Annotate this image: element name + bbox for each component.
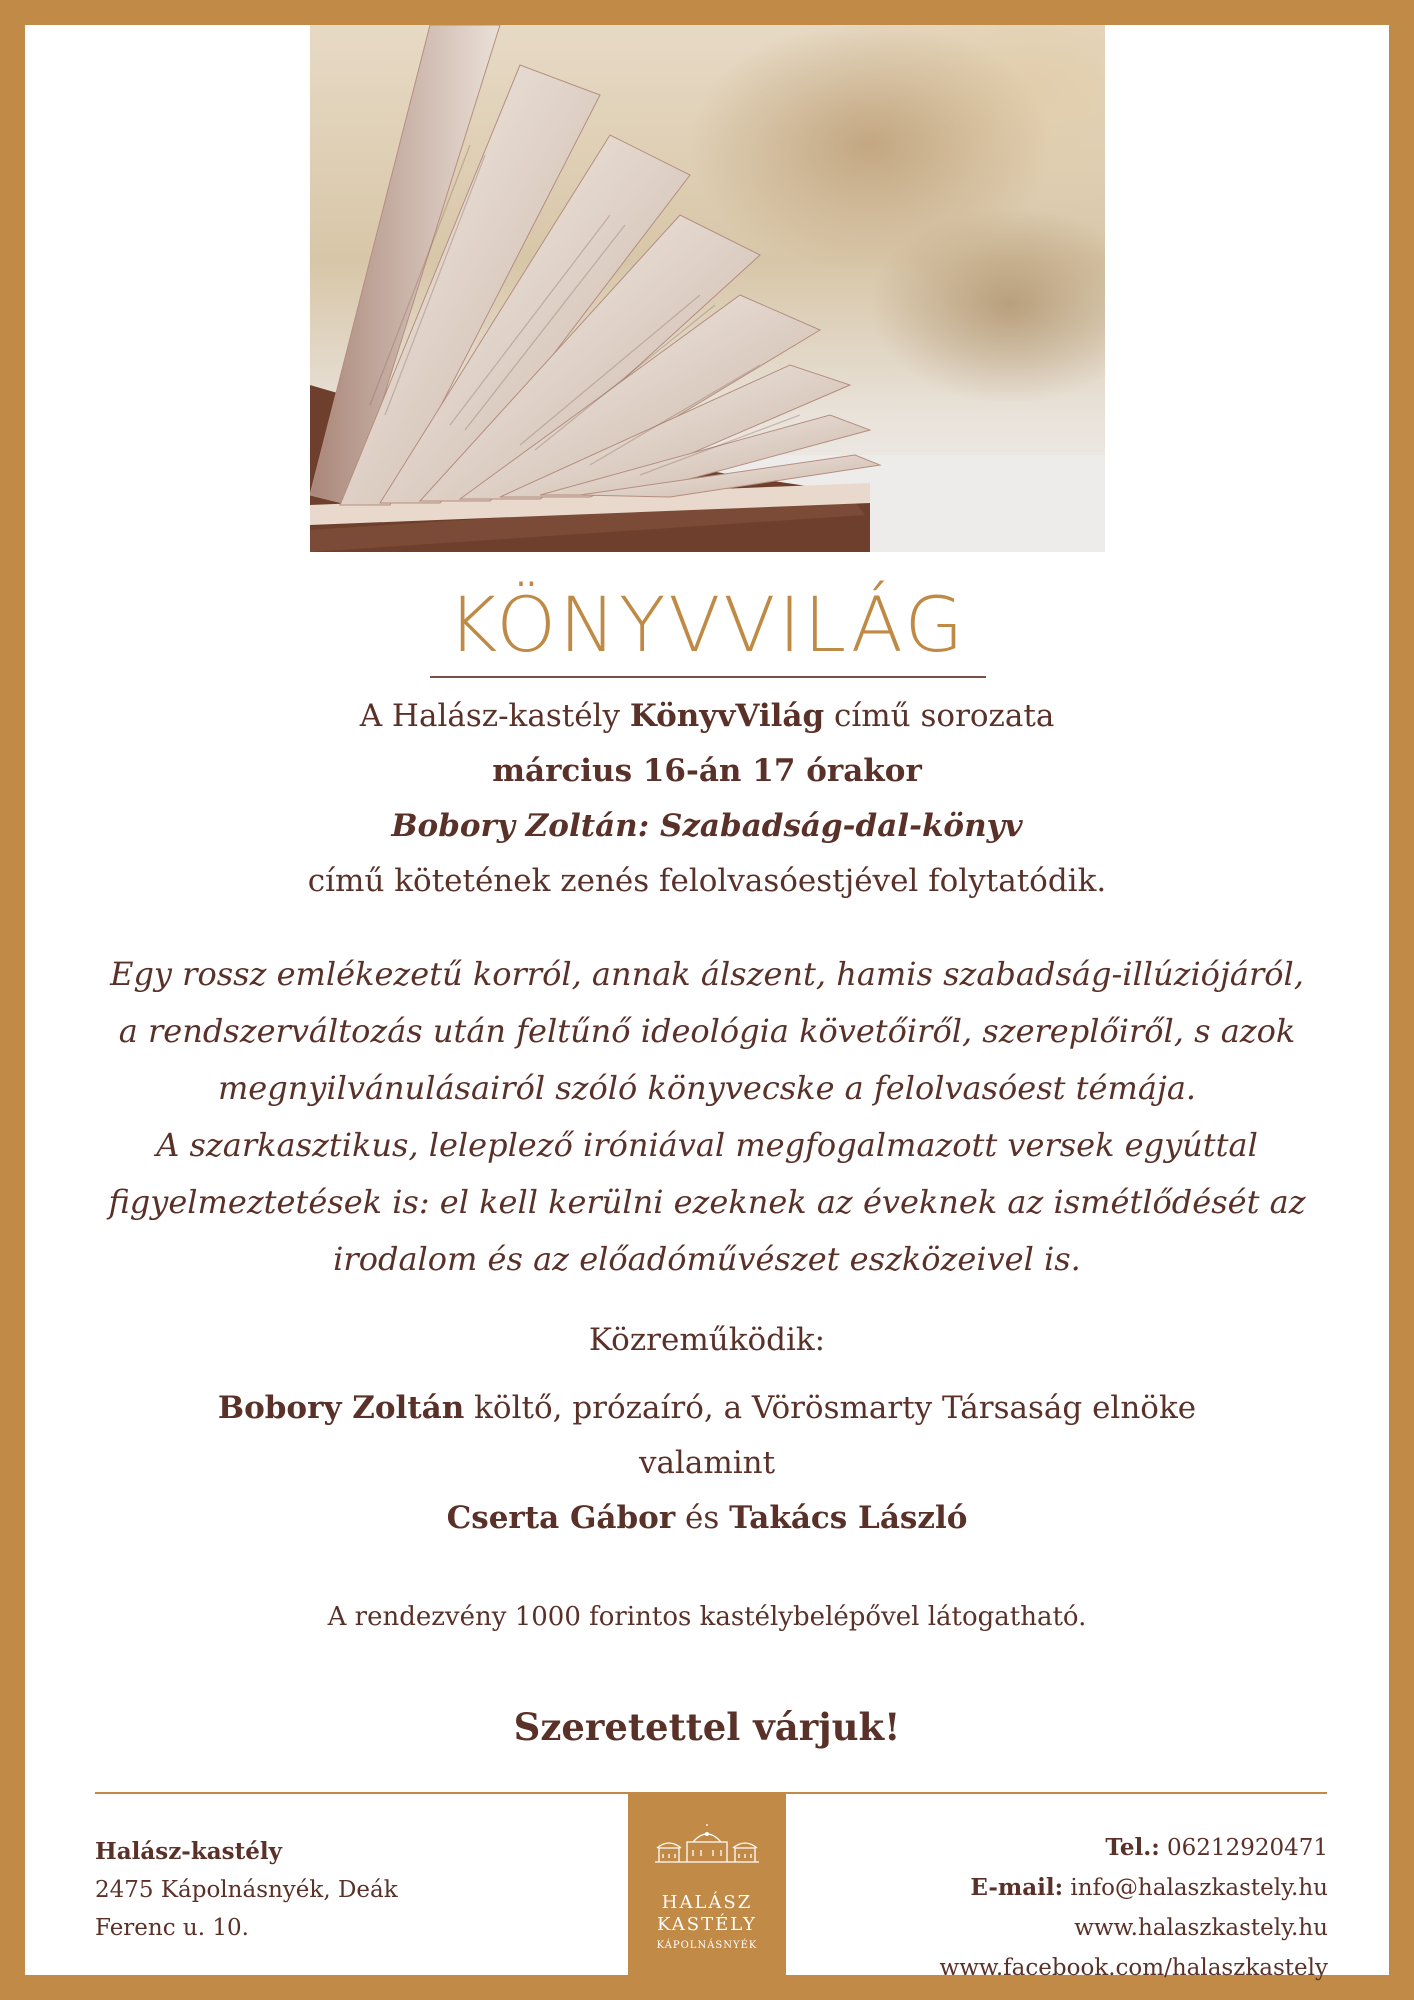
admission-note: A rendezvény 1000 forintos kastélybelépővel látogatható.: [327, 1602, 1087, 1632]
email-line: [940, 1868, 1328, 1908]
logo-text-line: KASTÉLY: [657, 1914, 757, 1935]
venue-name: Halász-kastély: [95, 1838, 282, 1865]
open-book-photo: [310, 25, 1105, 552]
phone-label: Tel.:: [1105, 1834, 1160, 1861]
halasz-kastely-logo: [628, 1794, 786, 1975]
intro-line-2: [25, 753, 1389, 789]
performer-name: Takács László: [729, 1500, 968, 1536]
event-date: március 16-án 17 órakor: [492, 753, 922, 789]
poster-card: [25, 25, 1389, 1981]
series-name: KönyvVilág: [629, 698, 825, 734]
contact-info: [940, 1828, 1328, 1988]
logo-text-line: HALÁSZ: [661, 1892, 753, 1913]
intro-line-3: [25, 808, 1389, 844]
castle-icon: [653, 1824, 761, 1864]
performer-line-2: [25, 1500, 1389, 1536]
intro-suffix: című sorozata: [824, 698, 1055, 734]
intro-line-1: [25, 698, 1389, 734]
description-line: a rendszerváltozás után feltűnő ideológia követőiről, szereplőiről, s azok: [118, 1012, 1296, 1050]
intro-line-4: című kötetének zenés felolvasóestjével folytatódik.: [307, 863, 1107, 899]
performers-heading: Közreműködik:: [588, 1322, 826, 1358]
logo-text-line: KÁPOLNÁSNYÉK: [656, 1940, 758, 1951]
email-label: E-mail:: [970, 1874, 1064, 1901]
address-line: Ferenc u. 10.: [95, 1915, 249, 1941]
welcome-text: Szeretettel várjuk!: [513, 1705, 901, 1749]
address-line: 2475 Kápolnásnyék, Deák: [95, 1877, 398, 1903]
performer-name: Cserta Gábor: [446, 1500, 676, 1536]
description-line: figyelmeztetések is: el kell kerülni ezeknek az éveknek az ismétlődését az: [108, 1183, 1306, 1221]
phone-line: [940, 1828, 1328, 1868]
title-divider: [430, 676, 986, 678]
website-link[interactable]: www.halaszkastely.hu: [1074, 1915, 1328, 1941]
phone-number[interactable]: 06212920471: [1159, 1835, 1328, 1861]
intro-prefix: A Halász-kastély: [359, 698, 630, 734]
venue-address: [95, 1833, 415, 1947]
performer-role: költő, prózaíró, a Vörösmarty Társaság elnöke: [464, 1390, 1197, 1426]
description-line: A szarkasztikus, leleplező iróniával megfogalmazott versek egyúttal: [156, 1126, 1258, 1164]
facebook-link[interactable]: www.facebook.com/halaszkastely: [939, 1955, 1328, 1981]
description-line: irodalom és az előadóművészet eszközeivel is.: [333, 1240, 1081, 1278]
performers-and: és: [675, 1500, 730, 1536]
performer-line-1: [25, 1390, 1389, 1426]
performer-name: Bobory Zoltán: [217, 1390, 465, 1426]
description-line: Egy rossz emlékezetű korról, annak álszent, hamis szabadság-illúziójáról,: [110, 955, 1304, 993]
description-line: megnyilvánulásairól szóló könyvecske a felolvasóest témája.: [217, 1069, 1197, 1107]
performers-connector: valamint: [638, 1445, 776, 1481]
email-link[interactable]: info@halaszkastely.hu: [1063, 1875, 1328, 1901]
book-title: Bobory Zoltán: Szabadság-dal-könyv: [391, 808, 1023, 844]
event-series-title: KÖNYVVILÁG: [447, 580, 967, 669]
open-book-illustration: [310, 25, 1105, 552]
